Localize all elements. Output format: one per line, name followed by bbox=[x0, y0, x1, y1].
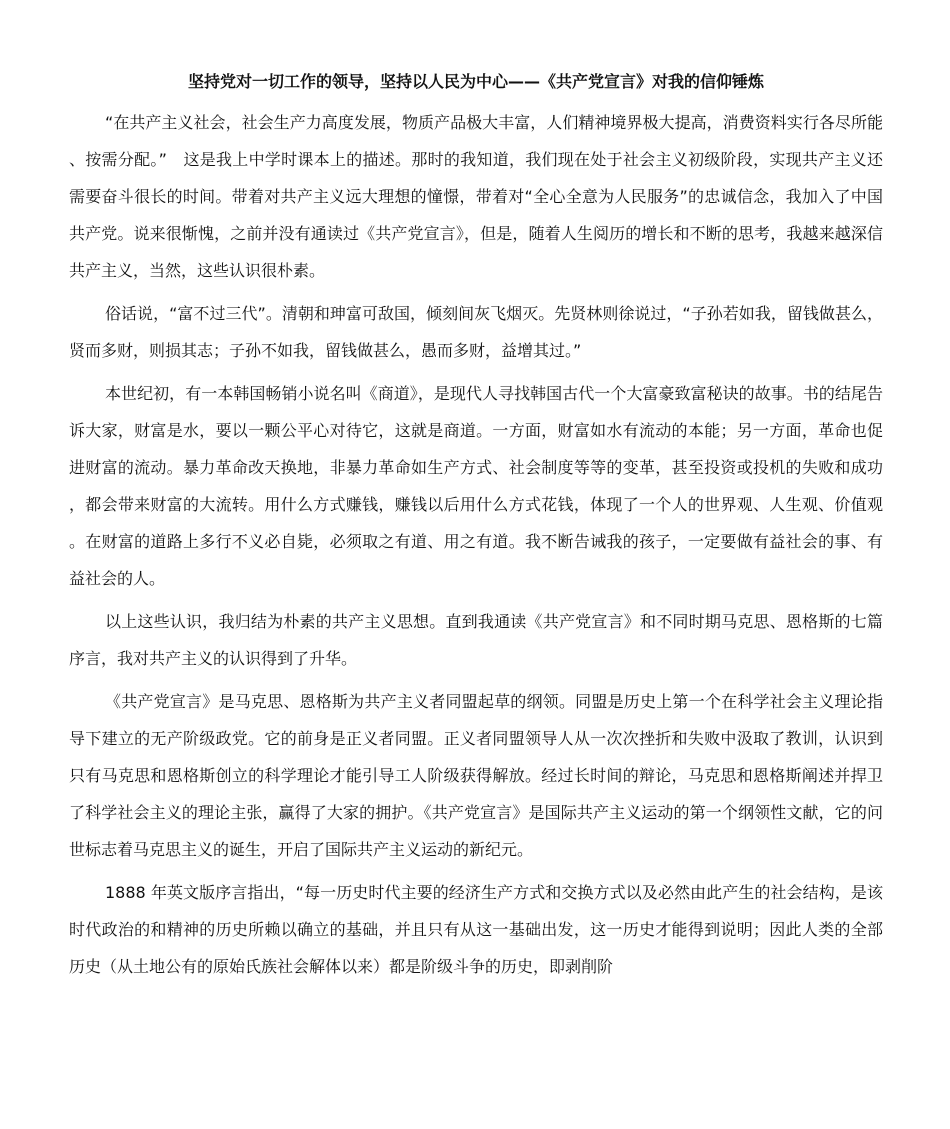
paragraph-6: 1888 年英文版序言指出，“每一历史时代主要的经济生产方式和交换方式以及必然由此产生的社会结构，是该时代政治的和精神的历史所赖以确立的基础，并且只有从这一基础出发，这一历史才能得到说明；因此人类的全部历史（从土地公有的原始氏族社会解体以来）都是阶级斗争的历史，即剥削阶 bbox=[69, 883, 883, 976]
paragraph-5: 《共产党宣言》是马克思、恩格斯为共产主义者同盟起草的纲领。同盟是历史上第一个在科学社会主义理论指导下建立的无产阶级政党。它的前身是正义者同盟。正义者同盟领导人从一次次挫折和失败中汲取了教训，认识到只有马克思和恩格斯创立的科学理论才能引导工人阶级获得解放。经过长时间的辩论，马克思和恩格斯阐述并捍卫了科学社会主义的理论主张，赢得了大家的拥护。《共产党宣言》是国际共产主义运动的第一个纲领性文献，它的问世标志着马克思主义的诞生，开启了国际共产主义运动的新纪元。 bbox=[69, 692, 883, 859]
paragraph-3: 本世纪初，有一本韩国畅销小说名叫《商道》，是现代人寻找韩国古代一个大富豪致富秘诀的故事。书的结尾告诉大家，财富是水，要以一颗公平心对待它，这就是商道。一方面，财富如水有流动的本能；另一方面，革命也促进财富的流动。暴力革命改天换地，非暴力革命如生产方式、社会制度等等的变革，甚至投资或投机的失败和成功，都会带来财富的大流转。用什么方式赚钱，赚钱以后用什么方式花钱，体现了一个人的世界观、人生观、价值观。在财富的道路上多行不义必自毙，必须取之有道、用之有道。我不断告诫我的孩子，一定要做有益社会的事、有益社会的人。 bbox=[69, 384, 883, 588]
paragraph-4: 以上这些认识，我归结为朴素的共产主义思想。直到我通读《共产党宣言》和不同时期马克思、恩格斯的七篇序言，我对共产主义的认识得到了升华。 bbox=[69, 612, 883, 668]
document-page bbox=[69, 70, 883, 991]
paragraph-2: 俗话说，“富不过三代”。清朝和珅富可敌国，倾刻间灰飞烟灭。先贤林则徐说过，“子孙若如我，留钱做甚么，贤而多财，则损其志；子孙不如我，留钱做甚么，愚而多财，益增其过。” bbox=[69, 304, 883, 360]
document-title: 坚持党对一切工作的领导，坚持以人民为中心——《共产党宣言》对我的信仰锤炼 bbox=[187, 72, 764, 91]
paragraph-1: “在共产主义社会，社会生产力高度发展，物质产品极大丰富，人们精神境界极大提高，消费资料实行各尽所能、按需分配。” 这是我上中学时课本上的描述。那时的我知道，我们现在处于社会主义初级阶段，实现共产主义还需要奋斗很长的时间。带着对共产主义远大理想的憧憬，带着对“全心全意为人民服务”的忠诚信念，我加入了中国共产党。说来很惭愧，之前并没有通读过《共产党宣言》，但是，随着人生阅历的增长和不断的思考，我越来越深信共产主义，当然，这些认识很朴素。 bbox=[69, 113, 883, 280]
